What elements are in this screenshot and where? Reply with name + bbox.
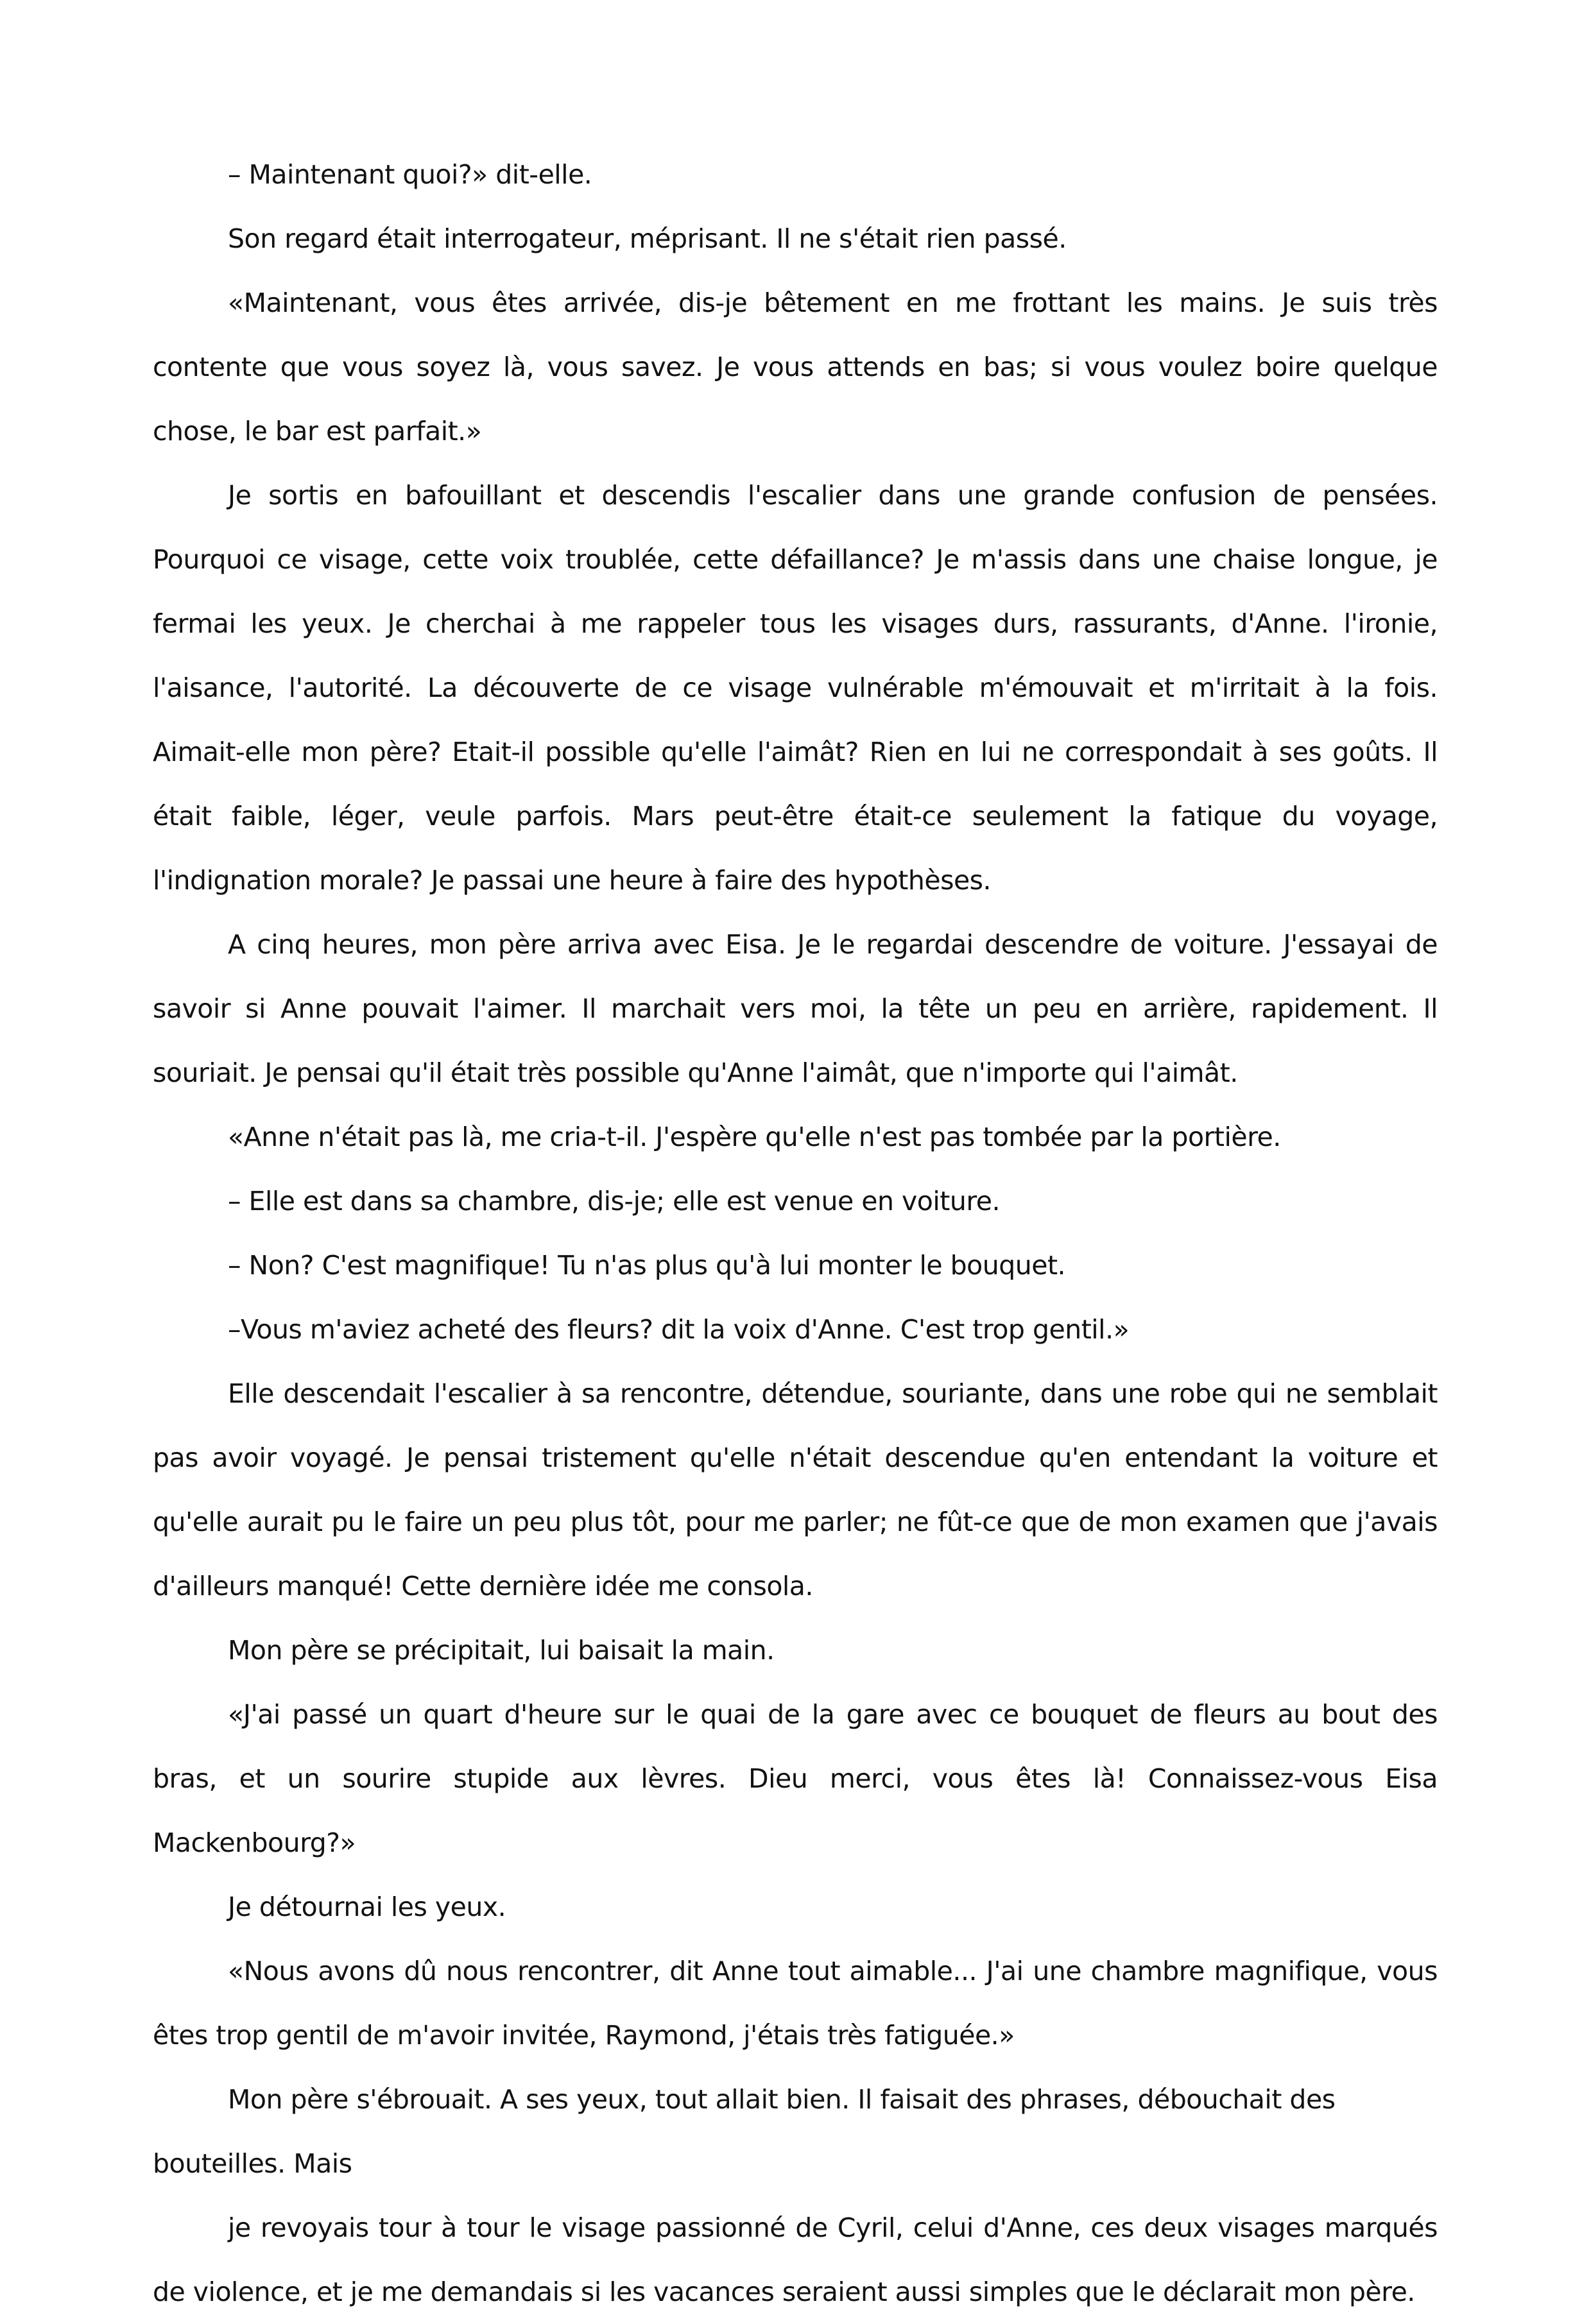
paragraph-12: «J'ai passé un quart d'heure sur le quai de la gare avec ce bouquet de fleurs au bout des bras, et un sourire stupide aux lèvres. Dieu merci, vous êtes là! Connaissez-vous Eisa Mackenbourg?» — [153, 1699, 1438, 1858]
paragraph-13: Je détournai les yeux. — [228, 1892, 506, 1922]
paragraph-8: – Non? C'est magnifique! Tu n'as plus qu'à lui monter le bouquet. — [228, 1250, 1066, 1281]
paragraph-15: Mon père s'ébrouait. A ses yeux, tout allait bien. Il faisait des phrases, débouchait des bouteilles. Mais — [153, 2084, 1336, 2179]
paragraph-6: «Anne n'était pas là, me cria-t-il. J'espère qu'elle n'est pas tombée par la portière. — [228, 1122, 1281, 1152]
paragraph-11: Mon père se précipitait, lui baisait la main. — [228, 1635, 775, 1666]
paragraph-7: – Elle est dans sa chambre, dis-je; elle est venue en voiture. — [228, 1186, 1001, 1217]
paragraph-3: «Maintenant, vous êtes arrivée, dis-je bêtement en me frottant les mains. Je suis très contente que vous soyez là, vous savez. Je vous attends en bas; si vous voulez boire quelque chose, le bar est parfait.» — [153, 287, 1438, 447]
paragraph-9: –Vous m'aviez acheté des fleurs? dit la voix d'Anne. C'est trop gentil.» — [228, 1314, 1130, 1345]
body-text — [153, 142, 1438, 2324]
paragraph-5: A cinq heures, mon père arriva avec Eisa. Je le regardai descendre de voiture. J'essayai de savoir si Anne pouvait l'aimer. Il marchait vers moi, la tête un peu en arrière, rapidement. Il souriait. Je pensai qu'il était très possible qu'Anne l'aimât, que n'importe qui l'aimât. — [153, 929, 1438, 1088]
paragraph-2: Son regard était interrogateur, méprisant. Il ne s'était rien passé. — [228, 223, 1067, 254]
paragraph-1: – Maintenant quoi?» dit-elle. — [228, 159, 592, 190]
paragraph-10: Elle descendait l'escalier à sa rencontre, détendue, souriante, dans une robe qui ne semblait pas avoir voyagé. Je pensai tristement qu'elle n'était descendue qu'en entendant la voiture et qu'elle aurait pu le faire un peu plus tôt, pour me parler; ne fût-ce que de mon examen que j'avais d'ailleurs manqué! Cette dernière idée me consola. — [153, 1378, 1438, 1602]
paragraph-16: je revoyais tour à tour le visage passionné de Cyril, celui d'Anne, ces deux visages marqués de violence, et je me demandais si les vacances seraient aussi simples que le déclarait mon père. — [153, 2212, 1438, 2307]
paragraph-4: Je sortis en bafouillant et descendis l'escalier dans une grande confusion de pensées. Pourquoi ce visage, cette voix troublée, cette défaillance? Je m'assis dans une chaise longue, je fermai les yeux. Je cherchai à me rappeler tous les visages durs, rassurants, d'Anne. l'ironie, l'aisance, l'autorité. La découverte de ce visage vulnérable m'émouvait et m'irritait à la fois. Aimait-elle mon père? Etait-il possible qu'elle l'aimât? Rien en lui ne correspondait à ses goûts. Il était faible, léger, veule parfois. Mars peut-être était-ce seulement la fatique du voyage, l'indignation morale? Je passai une heure à faire des hypothèses. — [153, 480, 1438, 896]
paragraph-14: «Nous avons dû nous rencontrer, dit Anne tout aimable... J'ai une chambre magnifique, vous êtes trop gentil de m'avoir invitée, Raymond, j'étais très fatiguée.» — [153, 1956, 1438, 2051]
